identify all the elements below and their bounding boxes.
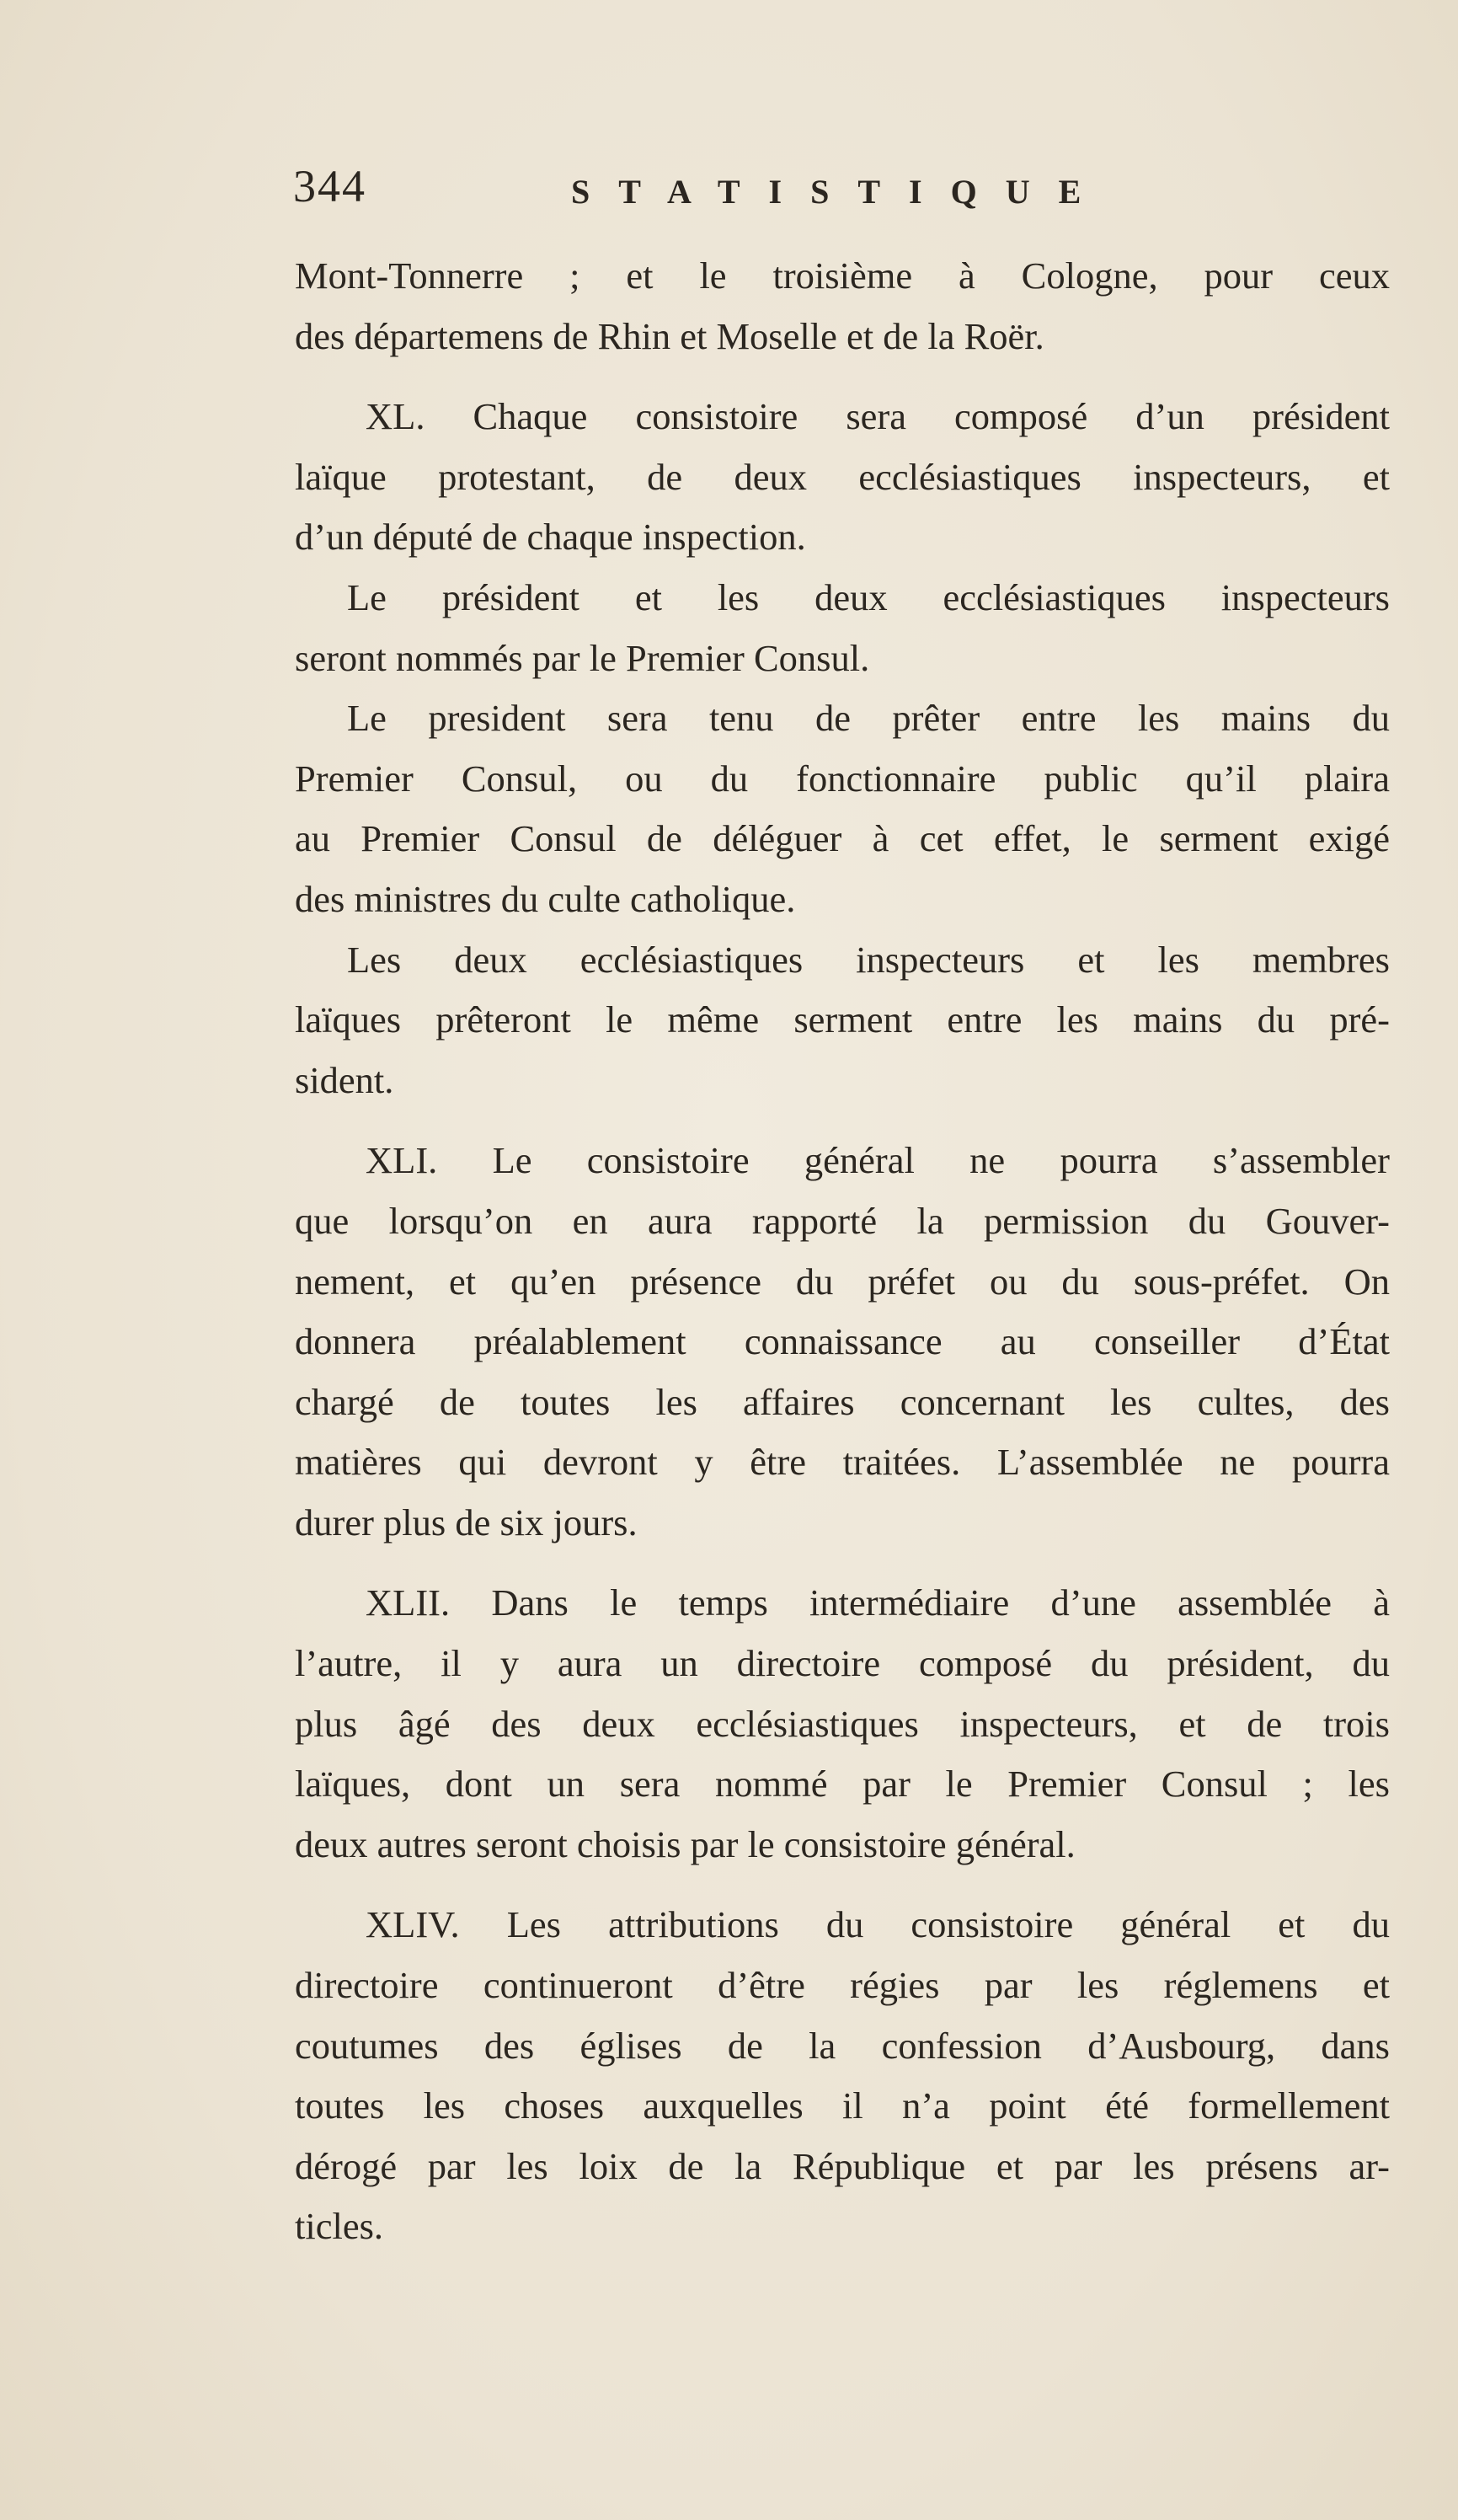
text-line: seront nommés par le Premier Consul. xyxy=(295,636,870,679)
text-line: laïques, dont un sera nommé par le Premier Consul ; les xyxy=(295,1763,1390,1806)
text-line: chargé de toutes les affaires concernant les cultes, des xyxy=(295,1380,1390,1423)
text-line: donnera préalablement connaissance au conseiller d’État xyxy=(295,1320,1390,1363)
text-line: des ministres du culte catholique. xyxy=(295,877,796,920)
page-number: 344 xyxy=(293,161,366,211)
text-line: Le président et les deux ecclésiastiques inspecteurs xyxy=(347,575,1390,618)
text-line: Mont-Tonnerre ; et le troisième à Cologne, pour ceux xyxy=(295,254,1390,297)
text-line: au Premier Consul de déléguer à cet effet, le serment exigé xyxy=(295,817,1390,860)
text-line: directoire continueront d’être régies par les réglemens et xyxy=(295,1964,1390,2007)
article-xliv-line: XLIV. Les attributions du consistoire général et du xyxy=(366,1903,1390,1946)
text-line: des départemens de Rhin et Moselle et de la Roër. xyxy=(295,314,1044,357)
running-title: STATISTIQUE xyxy=(571,173,1110,211)
text-line: toutes les choses auxquelles il n’a point été formellement xyxy=(295,2084,1390,2127)
running-head xyxy=(293,160,1135,219)
text-line: plus âgé des deux ecclésiastiques inspecteurs, et de trois xyxy=(295,1702,1390,1745)
text-line: Premier Consul, ou du fonctionnaire public qu’il plaira xyxy=(295,757,1390,800)
text-line: d’un député de chaque inspection. xyxy=(295,516,806,559)
body-text xyxy=(295,246,1390,2257)
article-xli-line: XLI. Le consistoire général ne pourra s’assembler xyxy=(366,1139,1390,1182)
text-line: Les deux ecclésiastiques inspecteurs et les membres xyxy=(347,938,1390,981)
text-line: matières qui devront y être traitées. L’assemblée ne pourra xyxy=(295,1441,1390,1484)
text-line: dérogé par les loix de la République et par les présens ar- xyxy=(295,2144,1390,2187)
text-line: coutumes des églises de la confession d’Ausbourg, dans xyxy=(295,2024,1390,2067)
article-xl-line: XL. Chaque consistoire sera composé d’un président xyxy=(366,395,1390,438)
text-line: laïques prêteront le même serment entre les mains du pré- xyxy=(295,998,1390,1041)
text-line: Le president sera tenu de prêter entre les mains du xyxy=(347,697,1390,740)
text-line: durer plus de six jours. xyxy=(295,1501,638,1544)
text-line: ticles. xyxy=(295,2205,384,2248)
text-line: sident. xyxy=(295,1058,394,1101)
text-line: laïque protestant, de deux ecclésiastiques inspecteurs, et xyxy=(295,455,1390,498)
text-line: l’autre, il y aura un directoire composé du président, du xyxy=(295,1642,1390,1685)
article-xlii-line: XLII. Dans le temps intermédiaire d’une assemblée à xyxy=(366,1581,1390,1624)
text-line: nement, et qu’en présence du préfet ou du sous-préfet. On xyxy=(295,1260,1390,1303)
text-line: que lorsqu’on en aura rapporté la permission du Gouver- xyxy=(295,1199,1390,1242)
text-line: deux autres seront choisis par le consistoire général. xyxy=(295,1822,1076,1865)
